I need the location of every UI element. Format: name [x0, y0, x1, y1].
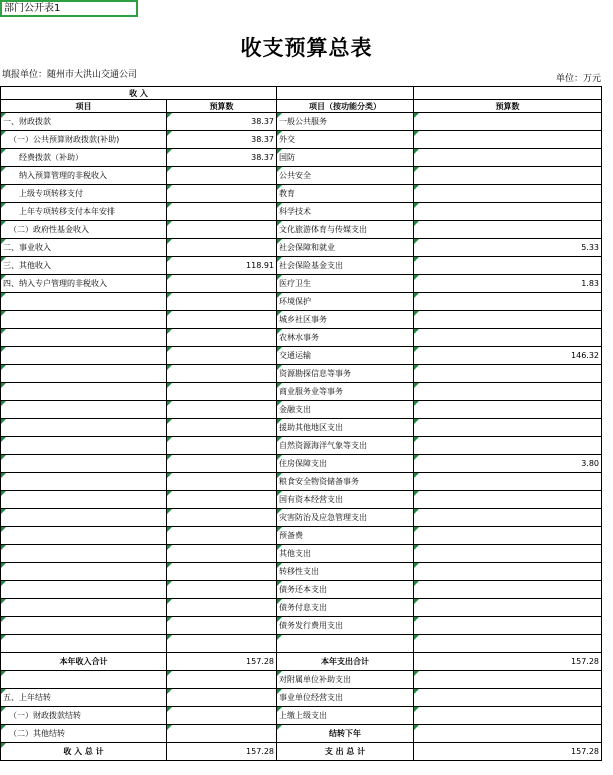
income-value-cell[interactable] — [167, 239, 277, 257]
expense-item-cell[interactable]: 公共安全 — [277, 167, 414, 185]
expense-item-cell[interactable]: 交通运输 — [277, 347, 414, 365]
table-row — [1, 725, 602, 743]
income-value-cell[interactable] — [167, 167, 277, 185]
income-item-cell[interactable] — [1, 599, 167, 617]
expense-group-header-blank — [414, 87, 602, 100]
expense-item-cell[interactable]: 预备费 — [277, 527, 414, 545]
table-row — [1, 419, 602, 437]
expense-value-cell[interactable] — [414, 725, 602, 743]
expense-group-header — [277, 87, 414, 100]
expense-value-cell[interactable] — [414, 473, 602, 491]
table-row — [1, 113, 602, 131]
expense-item-cell[interactable]: 教育 — [277, 185, 414, 203]
expense-value-cell[interactable] — [414, 509, 602, 527]
income-value-cell[interactable] — [167, 545, 277, 563]
income-item-cell[interactable] — [1, 365, 167, 383]
expense-value-cell[interactable] — [414, 167, 602, 185]
expense-grand-label[interactable]: 支 出 总 计 — [277, 743, 414, 761]
expense-value-cell[interactable] — [414, 689, 602, 707]
income-value-cell[interactable] — [167, 599, 277, 617]
expense-item-header: 项目（按功能分类） — [277, 100, 414, 113]
expense-value-cell[interactable] — [414, 311, 602, 329]
table-row — [1, 617, 602, 635]
expense-value-cell[interactable] — [414, 707, 602, 725]
income-item-cell[interactable]: （一）公共预算财政拨款(补助) — [1, 131, 167, 149]
table-row — [1, 185, 602, 203]
income-item-cell[interactable] — [1, 419, 167, 437]
expense-item-cell[interactable]: 援助其他地区支出 — [277, 419, 414, 437]
table-row — [1, 239, 602, 257]
income-item-cell[interactable] — [1, 545, 167, 563]
page-title: 收支预算总表 — [240, 36, 373, 60]
table-row — [1, 149, 602, 167]
table-row — [1, 635, 602, 653]
cell-reference-box[interactable]: 部门公开表1 — [0, 0, 138, 17]
grand-total-row — [1, 743, 602, 761]
expense-value-cell[interactable] — [414, 293, 602, 311]
income-item-header: 项目 — [1, 100, 167, 113]
expense-value-cell[interactable] — [414, 491, 602, 509]
expense-value-cell[interactable] — [414, 221, 602, 239]
income-item-cell[interactable]: 四、纳入专户管理的非税收入 — [1, 275, 167, 293]
income-group-header: 收 入 — [1, 87, 277, 100]
table-row — [1, 167, 602, 185]
income-value-cell[interactable] — [167, 707, 277, 725]
income-value-cell[interactable] — [167, 563, 277, 581]
income-value-cell[interactable] — [167, 221, 277, 239]
table-row — [1, 437, 602, 455]
income-item-cell[interactable]: 五、上年结转 — [1, 689, 167, 707]
expense-value-cell[interactable] — [414, 617, 602, 635]
expense-item-cell[interactable]: 结转下年 — [277, 725, 414, 743]
expense-value-cell[interactable] — [414, 419, 602, 437]
income-value-cell[interactable]: 38.37 — [167, 149, 277, 167]
income-item-cell[interactable] — [1, 563, 167, 581]
income-budget-header: 预算数 — [167, 100, 277, 113]
income-item-cell[interactable]: 二、事业收入 — [1, 239, 167, 257]
expense-item-cell[interactable]: 资源勘探信息等事务 — [277, 365, 414, 383]
expense-item-cell[interactable]: 住房保障支出 — [277, 455, 414, 473]
income-value-cell[interactable] — [167, 491, 277, 509]
table-row — [1, 581, 602, 599]
expense-item-cell[interactable]: 社会保险基金支出 — [277, 257, 414, 275]
income-value-cell[interactable] — [167, 509, 277, 527]
expense-total-label[interactable]: 本年支出合计 — [277, 653, 414, 671]
income-value-cell[interactable] — [167, 437, 277, 455]
table-row — [1, 293, 602, 311]
income-item-cell[interactable] — [1, 293, 167, 311]
expense-value-cell[interactable] — [414, 401, 602, 419]
income-value-cell[interactable] — [167, 455, 277, 473]
income-value-cell[interactable] — [167, 293, 277, 311]
income-item-cell[interactable]: 上级专项转移支付 — [1, 185, 167, 203]
income-value-cell[interactable] — [167, 671, 277, 689]
table-row — [1, 257, 602, 275]
table-row — [1, 383, 602, 401]
table-row — [1, 311, 602, 329]
income-item-cell[interactable] — [1, 311, 167, 329]
table-row — [1, 527, 602, 545]
reporting-unit: 填报单位：随州市大洪山交通公司 — [2, 70, 138, 80]
expense-item-cell[interactable]: 国有资本经营支出 — [277, 491, 414, 509]
table-row — [1, 329, 602, 347]
expense-value-cell[interactable] — [414, 113, 602, 131]
table-row — [1, 221, 602, 239]
expense-item-cell[interactable]: 对附属单位补助支出 — [277, 671, 414, 689]
income-value-cell[interactable] — [167, 275, 277, 293]
income-value-cell[interactable] — [167, 401, 277, 419]
table-row — [1, 671, 602, 689]
expense-value-cell[interactable]: 146.32 — [414, 347, 602, 365]
expense-value-cell[interactable] — [414, 563, 602, 581]
income-value-cell[interactable] — [167, 617, 277, 635]
income-value-cell[interactable] — [167, 725, 277, 743]
income-item-cell[interactable]: 三、其他收入 — [1, 257, 167, 275]
expense-value-cell[interactable] — [414, 365, 602, 383]
expense-value-cell[interactable]: 5.33 — [414, 239, 602, 257]
expense-item-cell[interactable]: 金融支出 — [277, 401, 414, 419]
expense-item-cell[interactable]: 国防 — [277, 149, 414, 167]
income-value-cell[interactable] — [167, 527, 277, 545]
expense-item-cell[interactable] — [277, 635, 414, 653]
expense-value-cell[interactable] — [414, 185, 602, 203]
income-item-cell[interactable] — [1, 527, 167, 545]
income-item-cell[interactable]: （二）政府性基金收入 — [1, 221, 167, 239]
expense-item-cell[interactable]: 灾害防治及应急管理支出 — [277, 509, 414, 527]
income-item-cell[interactable] — [1, 635, 167, 653]
income-value-cell[interactable] — [167, 203, 277, 221]
income-grand-label[interactable]: 收 入 总 计 — [1, 743, 167, 761]
expense-value-cell[interactable] — [414, 131, 602, 149]
expense-value-cell[interactable] — [414, 203, 602, 221]
expense-value-cell[interactable]: 3.80 — [414, 455, 602, 473]
table-row — [1, 347, 602, 365]
income-value-cell[interactable]: 38.37 — [167, 113, 277, 131]
income-item-cell[interactable]: （一）财政拨款结转 — [1, 707, 167, 725]
income-value-cell[interactable] — [167, 365, 277, 383]
expense-value-cell[interactable] — [414, 635, 602, 653]
expense-item-cell[interactable]: 上缴上级支出 — [277, 707, 414, 725]
expense-item-cell[interactable]: 环境保护 — [277, 293, 414, 311]
income-total-label[interactable]: 本年收入合计 — [1, 653, 167, 671]
income-value-cell[interactable] — [167, 311, 277, 329]
expense-value-cell[interactable] — [414, 437, 602, 455]
income-item-cell[interactable] — [1, 401, 167, 419]
income-item-cell[interactable]: 经费拨款（补助） — [1, 149, 167, 167]
expense-value-cell[interactable] — [414, 599, 602, 617]
income-item-cell[interactable] — [1, 581, 167, 599]
expense-item-cell[interactable]: 债务还本支出 — [277, 581, 414, 599]
income-item-cell[interactable] — [1, 383, 167, 401]
income-grand-value[interactable]: 157.28 — [167, 743, 277, 761]
table-row — [1, 599, 602, 617]
expense-value-cell[interactable]: 1.83 — [414, 275, 602, 293]
expense-item-cell[interactable]: 自然资源海洋气象等支出 — [277, 437, 414, 455]
income-item-cell[interactable] — [1, 329, 167, 347]
income-item-cell[interactable]: 上年专项转移支付本年安排 — [1, 203, 167, 221]
income-item-cell[interactable] — [1, 347, 167, 365]
table-row — [1, 401, 602, 419]
table-row — [1, 563, 602, 581]
expense-item-cell[interactable]: 事业单位经营支出 — [277, 689, 414, 707]
expense-value-cell[interactable] — [414, 671, 602, 689]
income-value-cell[interactable] — [167, 473, 277, 491]
expense-item-cell[interactable]: 粮食安全物资储备事务 — [277, 473, 414, 491]
expense-item-cell[interactable]: 其他支出 — [277, 545, 414, 563]
expense-value-cell[interactable] — [414, 257, 602, 275]
income-item-cell[interactable] — [1, 455, 167, 473]
expense-item-cell[interactable]: 商业服务业等事务 — [277, 383, 414, 401]
expense-item-cell[interactable]: 债务付息支出 — [277, 599, 414, 617]
expense-item-cell[interactable]: 转移性支出 — [277, 563, 414, 581]
income-item-cell[interactable] — [1, 671, 167, 689]
income-value-cell[interactable] — [167, 329, 277, 347]
table-row — [1, 275, 602, 293]
income-value-cell[interactable] — [167, 347, 277, 365]
table-row — [1, 473, 602, 491]
table-row — [1, 545, 602, 563]
expense-total-value[interactable]: 157.28 — [414, 653, 602, 671]
table-row — [1, 365, 602, 383]
expense-value-cell[interactable] — [414, 527, 602, 545]
income-value-cell[interactable] — [167, 689, 277, 707]
income-value-cell[interactable] — [167, 635, 277, 653]
income-value-cell[interactable]: 38.37 — [167, 131, 277, 149]
expense-item-cell[interactable]: 医疗卫生 — [277, 275, 414, 293]
expense-budget-header: 预算数 — [414, 100, 602, 113]
expense-item-cell[interactable]: 社会保障和就业 — [277, 239, 414, 257]
expense-item-cell[interactable]: 科学技术 — [277, 203, 414, 221]
expense-value-cell[interactable] — [414, 545, 602, 563]
table-row — [1, 131, 602, 149]
currency-unit: 单位：万元 — [555, 74, 601, 84]
income-item-cell[interactable]: 纳入预算管理的非税收入 — [1, 167, 167, 185]
income-item-cell[interactable]: （二）其他结转 — [1, 725, 167, 743]
income-item-cell[interactable] — [1, 617, 167, 635]
table-row — [1, 509, 602, 527]
income-item-cell[interactable] — [1, 437, 167, 455]
expense-item-cell[interactable]: 文化旅游体育与传媒支出 — [277, 221, 414, 239]
table-row — [1, 689, 602, 707]
income-value-cell[interactable]: 118.91 — [167, 257, 277, 275]
income-value-cell[interactable] — [167, 383, 277, 401]
income-item-cell[interactable]: 一、财政拨款 — [1, 113, 167, 131]
expense-item-cell[interactable]: 外交 — [277, 131, 414, 149]
totals-row — [1, 653, 602, 671]
table-row — [1, 203, 602, 221]
expense-value-cell[interactable] — [414, 329, 602, 347]
income-item-cell[interactable] — [1, 473, 167, 491]
income-value-cell[interactable] — [167, 581, 277, 599]
income-value-cell[interactable] — [167, 419, 277, 437]
expense-value-cell[interactable] — [414, 149, 602, 167]
table-row — [1, 707, 602, 725]
table-row — [1, 455, 602, 473]
expense-item-cell[interactable]: 城乡社区事务 — [277, 311, 414, 329]
table-row — [1, 491, 602, 509]
income-item-cell[interactable] — [1, 509, 167, 527]
expense-value-cell[interactable] — [414, 383, 602, 401]
expense-item-cell[interactable]: 农林水事务 — [277, 329, 414, 347]
expense-value-cell[interactable] — [414, 581, 602, 599]
income-item-cell[interactable] — [1, 491, 167, 509]
expense-item-cell[interactable]: 一般公共服务 — [277, 113, 414, 131]
income-value-cell[interactable] — [167, 185, 277, 203]
expense-grand-value[interactable]: 157.28 — [414, 743, 602, 761]
expense-item-cell[interactable]: 债务发行费用支出 — [277, 617, 414, 635]
budget-table — [0, 86, 602, 761]
income-total-value[interactable]: 157.28 — [167, 653, 277, 671]
